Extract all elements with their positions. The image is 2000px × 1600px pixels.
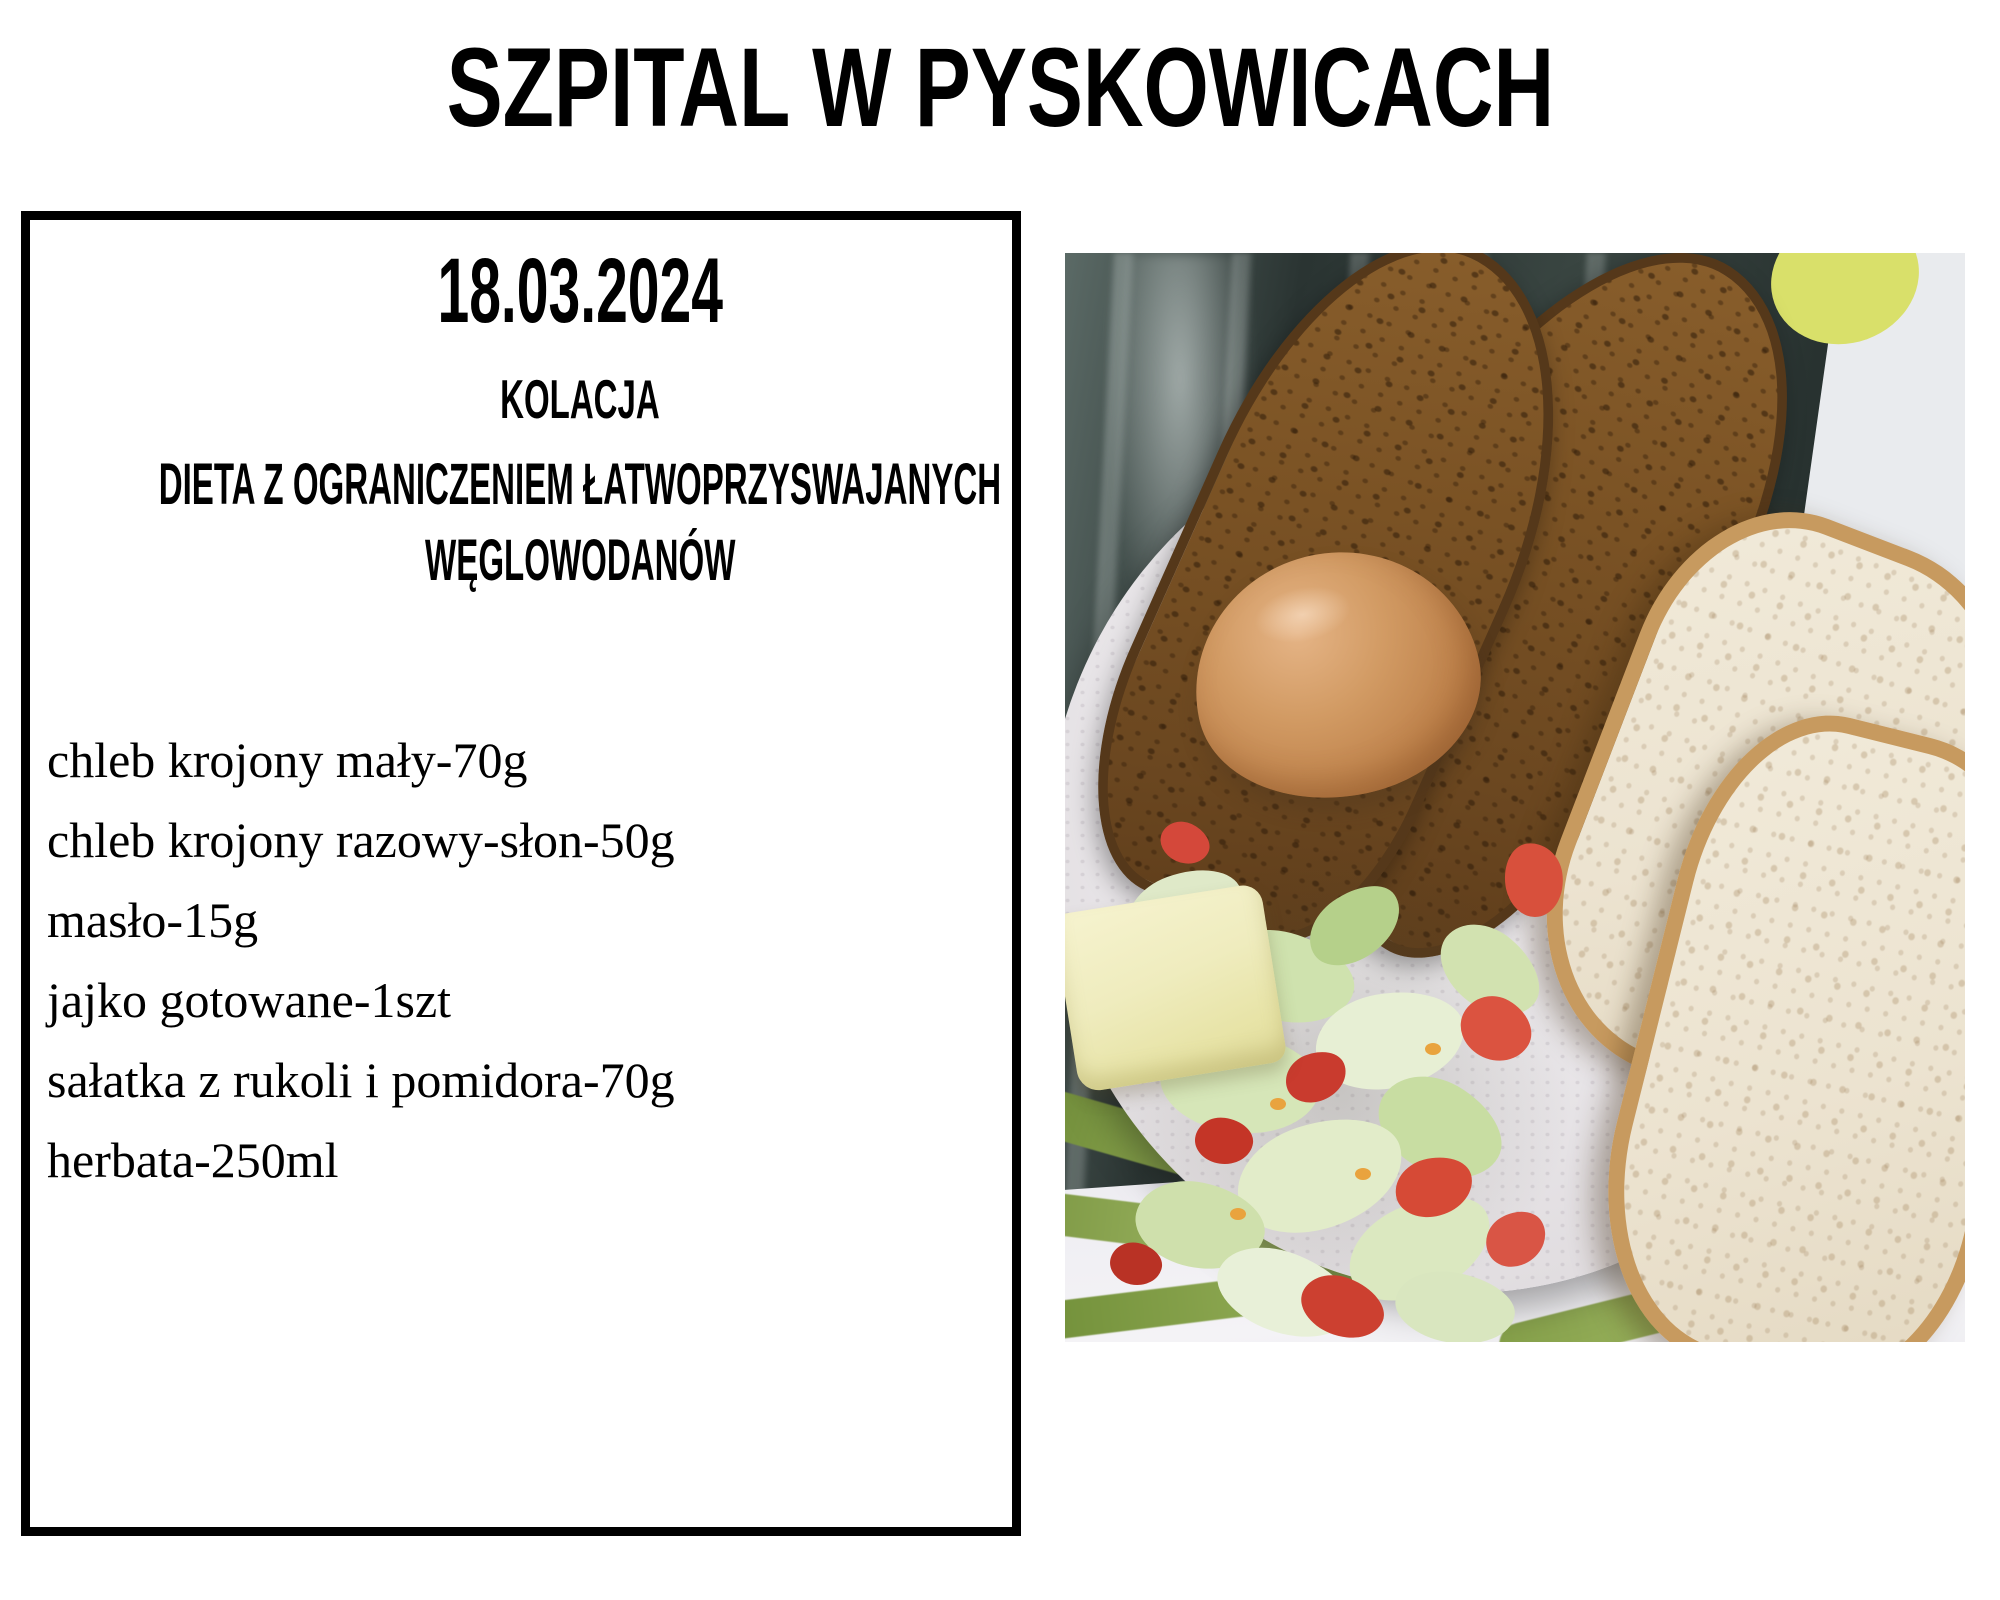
diet-line-2: WĘGLOWODANÓW xyxy=(424,528,736,593)
menu-item-list xyxy=(30,720,675,1200)
menu-text-card xyxy=(21,211,1021,1536)
menu-item: masło-15g xyxy=(47,892,259,948)
meal-date: 18.03.2024 xyxy=(437,240,723,342)
tomato-seed xyxy=(1425,1043,1441,1055)
meal-photo xyxy=(1065,253,1965,1342)
butter-pat xyxy=(1065,883,1288,1094)
diet-line-1-row xyxy=(89,452,1071,517)
menu-item: chleb krojony mały-70g xyxy=(47,732,528,788)
tomato-seed xyxy=(1230,1208,1246,1220)
menu-item: jajko gotowane-1szt xyxy=(47,972,452,1028)
date-row xyxy=(89,240,1071,342)
menu-item: herbata-250ml xyxy=(47,1132,339,1188)
page-title-row xyxy=(0,25,2000,150)
diet-line-1: DIETA Z OGRANICZENIEM ŁATWOPRZYSWAJANYCH xyxy=(158,452,1002,517)
diet-line-2-row xyxy=(89,528,1071,593)
tomato-seed xyxy=(1270,1098,1286,1110)
menu-item: sałatka z rukoli i pomidora-70g xyxy=(47,1052,675,1108)
tomato-seed xyxy=(1355,1168,1371,1180)
page-title: SZPITAL W PYSKOWICACH xyxy=(446,25,1554,150)
meal-row xyxy=(89,368,1071,430)
menu-item: chleb krojony razowy-słon-50g xyxy=(47,812,675,868)
meal-name: KOLACJA xyxy=(500,368,660,430)
